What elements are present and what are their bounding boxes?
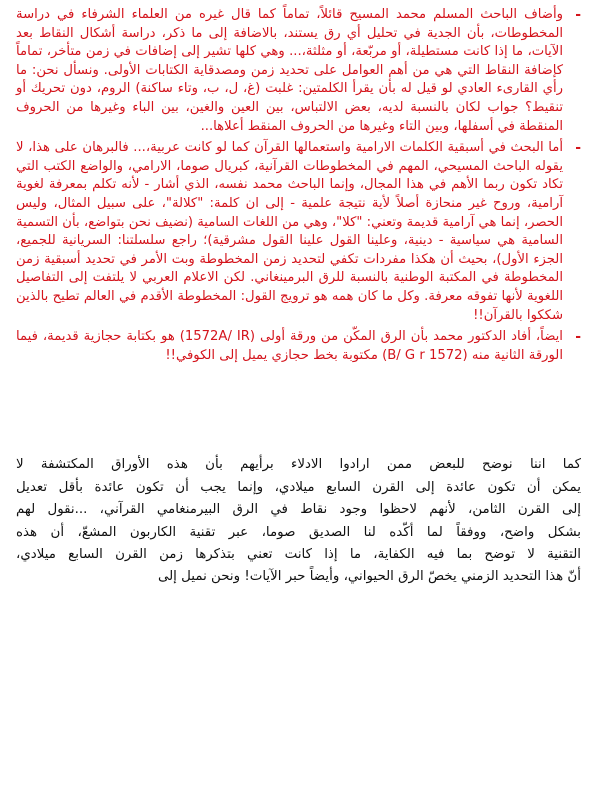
bullet-item-2	[16, 139, 583, 325]
bullet-text: ايضاً، أفاد الدكتور محمد بأن الرق المكّن من ورقة أولى (1572A/ IR) هو بكتابة حجازية قديمة، فيما الورقة الثانية منه (1572 B/ G r) مكتوبة بخط حجازي يميل إلى الكوفي!!	[16, 329, 563, 363]
paragraph-line: كما اننا نوضح للبعض ممن ارادوا الادلاء برأيهم بأن هذه الأوراق المكتشفة لا	[16, 457, 581, 473]
paragraph-line: إلى القرن الثامن، لأنهم لاحظوا وجود نقاط في الرق البيرمنغامي القرآني، ...نقول لهم	[16, 502, 581, 518]
bullet-item-3	[16, 328, 583, 365]
body-paragraph	[16, 454, 583, 588]
bullet-marker: -	[575, 140, 581, 157]
paragraph-line: بشكل واضح، ووفقاً لما أكّده لنا الصديق صوما، عبر تقنية الكاربون المشعّ، أن هذه	[16, 524, 581, 540]
bullet-marker: -	[575, 329, 581, 346]
bullet-text: أما البحث في أسبقية الكلمات الارامية واستعمالها القرآن كما لو كانت عربية،... فالبرهان على هذا، لا يقوله الباحث المسيحي، المهم في المخطوطات القرآنية، كبريال صوما، الارامي، والواضع الكتب التي تكاد تكون ربما الأهم في هذا المجال، وإنما الباحث محمد نفسه، الذي أشار - لأنه تكلم بمعرفة لغوية آرامية، وروح غير منحازة أصلاً لأية نتيجة علمية - إلى ان كلمة: "كلالة"، على سبيل المثال، وليس الحصر، إنما هي آرامية قديمة وتعني: "كلا"، وهي من اللغات السامية (نضيف نحن بتواضع، بأن التسمية السامية هي سياسية - دينية، وعلينا القول علينا القول مشرقية)؛ راجع سلسلتنا: السريانية للجميع، الجزء الأول)، بحيث أن هكذا مفردات تكفي لتحديد زمن المخطوطة وبت الأمر في تحديد أسبقية زمن المخطوطة في المكتبة الوطنية بالنسبة للرق البرمينغاني. لكن الاعلام العربي لا يلتفت إلى التفاصيل اللغوية لأنها تفوقه معرفة. وكل ما كان همه هو ترويج القول: المخطوطة الأقدم في العالم تطيح بالذين شككوا بالقرآن!!	[16, 140, 563, 323]
bullet-item-1	[16, 6, 583, 136]
paragraph-line: أنّ هذا التحديد الزمني يخصّ الرق الحيواني، وأيضاً حبر الآيات! ونحن نميل إلى	[157, 569, 581, 585]
bullet-text: وأضاف الباحث المسلم محمد المسيح قائلاً، تماماً كما قال غيره من العلماء الشرفاء في دراسة المخطوطات، بأن الجدية في تحليل أي رق يستند، بالاضافة إلى ما ذكر، دراسة أشكال النقاط بعد الآيات، ما إذا كانت مستطيلة، أو مربّعة، أو مثلثة،... وهي كلها تشير إلى إضافات في زمن متأخر، تماماً كإضافة النقاط التي هي من أهم العوامل على تحديد زمن ومصدقاية الكتابات الأولى. ونسأل نحن: ما رأي القارىء العادي لو قيل له بأن يقرأ الكلمتين: غلبت (غ، ل، ب، وتاء ساكنة) الروم، دون تحريك أو تنقيط؟ جواب لكان بالنسبة لديه، بعض الالتباس، بين العين والغين، بين الباء وغيرها من الحروف المنقطة في أسفلها، وبين التاء وغيرها من الحروف المنقط أعلاها...	[16, 7, 563, 134]
bullet-marker: -	[575, 7, 581, 23]
paragraph-line: التقنية لا توضح بما فيه الكفاية، ما إذا كانت تعني بتذكرها زمن القرن السابع ميلادي،	[16, 546, 581, 562]
paragraph-line: يمكن أن تكون عائدة إلى القرن السابع ميلادي، وإنما يجب أن تكون عائدة بأقل تعديل	[16, 479, 581, 495]
section-spacer	[16, 368, 583, 454]
red-bullet-section	[16, 6, 583, 365]
